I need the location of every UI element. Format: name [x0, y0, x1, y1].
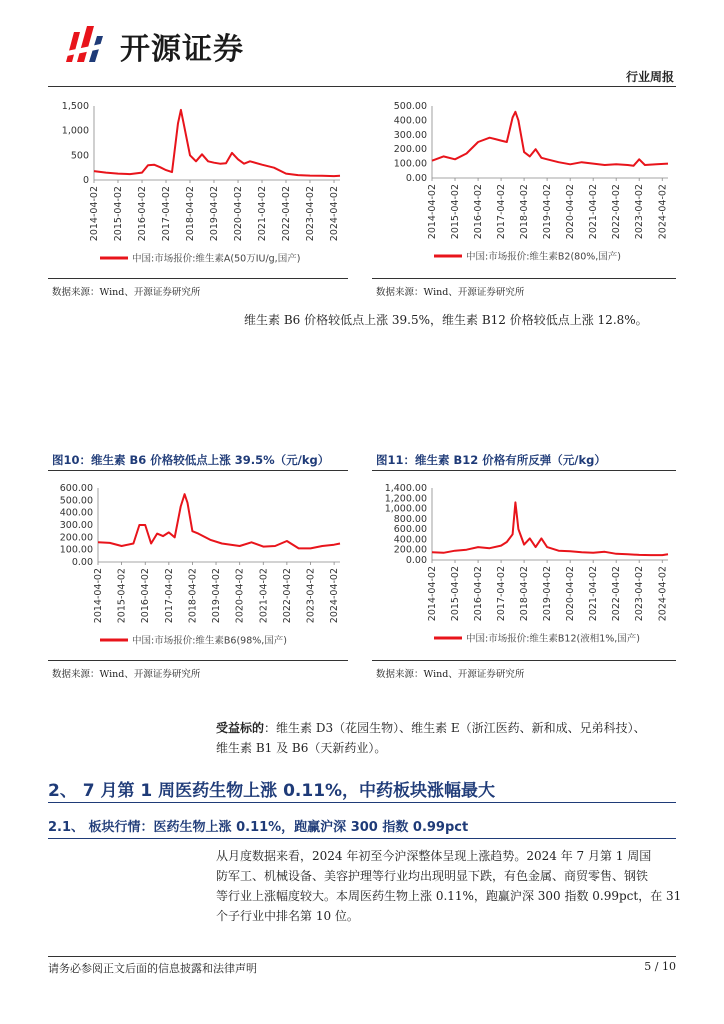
- legend-label: 中国:市场报价:维生素B6(98%,国产): [132, 635, 288, 647]
- chart-vitamin-a: [48, 92, 348, 272]
- x-tick-label: 2015-04-02: [450, 184, 462, 240]
- x-tick-label: 2020-04-02: [565, 184, 577, 240]
- chart-vitamin-b12-source: 数据来源：Wind、开源证券研究所: [376, 669, 525, 680]
- beneficiary-line1: ：维生素 D3（花园生物）、维生素 E（浙江医药、新和成、兄弟科技）、: [264, 721, 646, 735]
- beneficiary-label: 受益标的: [216, 721, 265, 735]
- header-rule: [48, 86, 676, 87]
- x-tick-label: 2021-04-02: [588, 183, 600, 240]
- y-tick-label: 1,400.00: [384, 483, 427, 494]
- x-tick-label: 2021-04-02: [588, 566, 600, 622]
- y-tick-label: 600.00: [59, 483, 93, 494]
- x-tick-label: 2018-04-02: [187, 568, 199, 624]
- logo-text: 开源证券: [120, 32, 244, 67]
- section2-heading: 2、 7 月第 1 周医药生物上涨 0.11%，中药板块涨幅最大: [48, 781, 496, 801]
- x-tick-label: 2019-04-02: [208, 186, 220, 242]
- x-tick-label: 2014-04-02: [427, 566, 438, 622]
- x-tick-label: 2017-04-02: [496, 566, 508, 622]
- y-tick-label: 0: [82, 175, 89, 186]
- legend-label: 中国:市场报价:维生素A(50万IU/g,国产): [132, 253, 301, 265]
- y-tick-label: 400.00: [393, 115, 427, 127]
- logo: [60, 22, 300, 66]
- x-tick-label: 2020-04-02: [234, 568, 246, 624]
- y-tick-label: 200.00: [393, 544, 427, 556]
- series-line: [432, 502, 668, 555]
- x-tick-label: 2022-04-02: [611, 566, 623, 622]
- x-tick-label: 2014-04-02: [93, 568, 104, 624]
- y-tick-label: 1,200.00: [384, 493, 427, 505]
- page-number: 5 / 10: [644, 960, 676, 973]
- x-tick-label: 2024-04-02: [329, 568, 341, 624]
- section2-rule: [48, 802, 676, 803]
- x-tick-label: 2022-04-02: [611, 184, 623, 240]
- beneficiary-paragraph: [216, 718, 676, 758]
- x-tick-label: 2015-04-02: [112, 186, 124, 242]
- chart-vitamin-a-source: 数据来源：Wind、开源证券研究所: [52, 287, 201, 298]
- x-tick-label: 2023-04-02: [634, 566, 646, 622]
- x-tick-label: 2023-04-02: [304, 186, 316, 242]
- footer-rule: [48, 956, 676, 957]
- x-tick-label: 2017-04-02: [496, 184, 508, 240]
- para-line-4: 个子行业中排名第 10 位。: [216, 909, 359, 923]
- y-tick-label: 600.00: [393, 524, 427, 536]
- x-tick-label: 2018-04-02: [519, 184, 531, 240]
- legend-label: 中国:市场报价:维生素B2(80%,国产): [466, 251, 622, 263]
- x-tick-label: 2021-04-02: [258, 568, 270, 624]
- x-tick-label: 2016-04-02: [140, 568, 152, 624]
- section21-heading: 2.1、 板块行情：医药生物上涨 0.11%，跑赢沪深 300 指数 0.99pct: [48, 820, 469, 835]
- fig10-title-rule: [48, 470, 348, 471]
- report-type: 行业周报: [625, 70, 674, 84]
- x-tick-label: 2016-04-02: [473, 184, 485, 240]
- fig11-title-rule: [372, 470, 676, 471]
- y-tick-label: 300.00: [393, 129, 427, 141]
- x-tick-label: 2021-04-02: [257, 185, 269, 242]
- x-tick-label: 2024-04-02: [329, 186, 341, 242]
- chart-vitamin-b2: [372, 92, 676, 272]
- y-tick-label: 1,000.00: [384, 503, 427, 515]
- y-tick-label: 0.00: [405, 555, 427, 566]
- x-tick-label: 2016-04-02: [473, 566, 485, 622]
- chart-vitamin-b6-svg: [48, 474, 348, 654]
- x-tick-label: 2024-04-02: [657, 566, 669, 622]
- logo-mark-icon: [60, 22, 112, 66]
- para-line-3: 等行业上涨幅度较大。本周医药生物上涨 0.11%，跑赢沪深 300 指数 0.99pct，在 31: [216, 889, 682, 903]
- y-tick-label: 500.00: [59, 495, 93, 507]
- chart-vitamin-b6: [48, 474, 348, 654]
- x-tick-label: 2017-04-02: [161, 186, 173, 242]
- y-tick-label: 500.00: [393, 101, 427, 112]
- footer-disclaimer: 请务必参阅正文后面的信息披露和法律声明: [48, 962, 257, 975]
- y-tick-label: 300.00: [59, 520, 93, 531]
- x-tick-label: 2014-04-02: [427, 184, 438, 240]
- y-tick-label: 400.00: [393, 534, 427, 546]
- y-tick-label: 400.00: [59, 507, 93, 519]
- y-tick-label: 200.00: [393, 144, 427, 156]
- y-tick-label: 100.00: [59, 544, 93, 556]
- chart-vitamin-b12-svg: [372, 474, 676, 654]
- y-tick-label: 1,500: [61, 101, 89, 112]
- y-tick-label: 500: [70, 150, 89, 162]
- x-tick-label: 2023-04-02: [305, 568, 317, 624]
- chart-vitamin-b2-bottom-rule: [372, 278, 676, 279]
- para-line-2: 防军工、机械设备、美容护理等行业均出现明显下跌，有色金属、商贸零售、钢铁: [216, 869, 649, 883]
- fig10-title: 图10：维生素 B6 价格较低点上涨 39.5%（元/kg）: [52, 453, 330, 467]
- y-tick-label: 800.00: [393, 513, 427, 525]
- chart-vitamin-b2-source: 数据来源：Wind、开源证券研究所: [376, 287, 525, 298]
- x-tick-label: 2015-04-02: [116, 568, 128, 624]
- chart-vitamin-b12: [372, 474, 676, 654]
- y-tick-label: 200.00: [59, 532, 93, 544]
- x-tick-label: 2020-04-02: [233, 186, 245, 242]
- section21-paragraph: [216, 846, 686, 926]
- fig11-title: 图11：维生素 B12 价格有所反弹（元/kg）: [376, 453, 606, 467]
- y-tick-label: 0.00: [405, 173, 427, 184]
- para-line-1: 从月度数据来看，2024 年初至今沪深整体呈现上涨趋势。2024 年 7 月第 1 周国: [216, 849, 652, 863]
- x-tick-label: 2019-04-02: [211, 568, 223, 624]
- series-line: [432, 112, 668, 166]
- x-tick-label: 2019-04-02: [542, 184, 554, 240]
- chart-vitamin-b6-bottom-rule: [48, 660, 348, 661]
- section21-rule: [48, 838, 676, 839]
- y-tick-label: 1,000: [61, 125, 89, 137]
- y-tick-label: 100.00: [393, 158, 427, 170]
- x-tick-label: 2024-04-02: [657, 184, 669, 240]
- x-tick-label: 2022-04-02: [280, 186, 292, 242]
- x-tick-label: 2019-04-02: [542, 566, 554, 622]
- x-tick-label: 2022-04-02: [281, 568, 293, 624]
- x-tick-label: 2020-04-02: [565, 566, 577, 622]
- x-tick-label: 2015-04-02: [450, 566, 462, 622]
- chart-vitamin-a-svg: [48, 92, 348, 272]
- chart-vitamin-b12-bottom-rule: [372, 660, 676, 661]
- series-line: [94, 110, 340, 176]
- series-line: [98, 494, 340, 548]
- legend-label: 中国:市场报价:维生素B12(液相1%,国产): [466, 633, 641, 645]
- x-tick-label: 2018-04-02: [519, 566, 531, 622]
- b6-b12-summary: 维生素 B6 价格较低点上涨 39.5%，维生素 B12 价格较低点上涨 12.8%。: [244, 313, 648, 327]
- x-tick-label: 2018-04-02: [184, 186, 196, 242]
- chart-vitamin-b2-svg: [372, 92, 676, 272]
- chart-vitamin-b6-source: 数据来源：Wind、开源证券研究所: [52, 669, 201, 680]
- y-tick-label: 0.00: [71, 557, 93, 568]
- x-tick-label: 2023-04-02: [634, 184, 646, 240]
- x-tick-label: 2017-04-02: [163, 568, 175, 624]
- x-tick-label: 2014-04-02: [89, 186, 100, 242]
- x-tick-label: 2016-04-02: [137, 186, 149, 242]
- chart-vitamin-a-bottom-rule: [48, 278, 348, 279]
- beneficiary-line2: 维生素 B1 及 B6（天新药业）。: [216, 741, 387, 755]
